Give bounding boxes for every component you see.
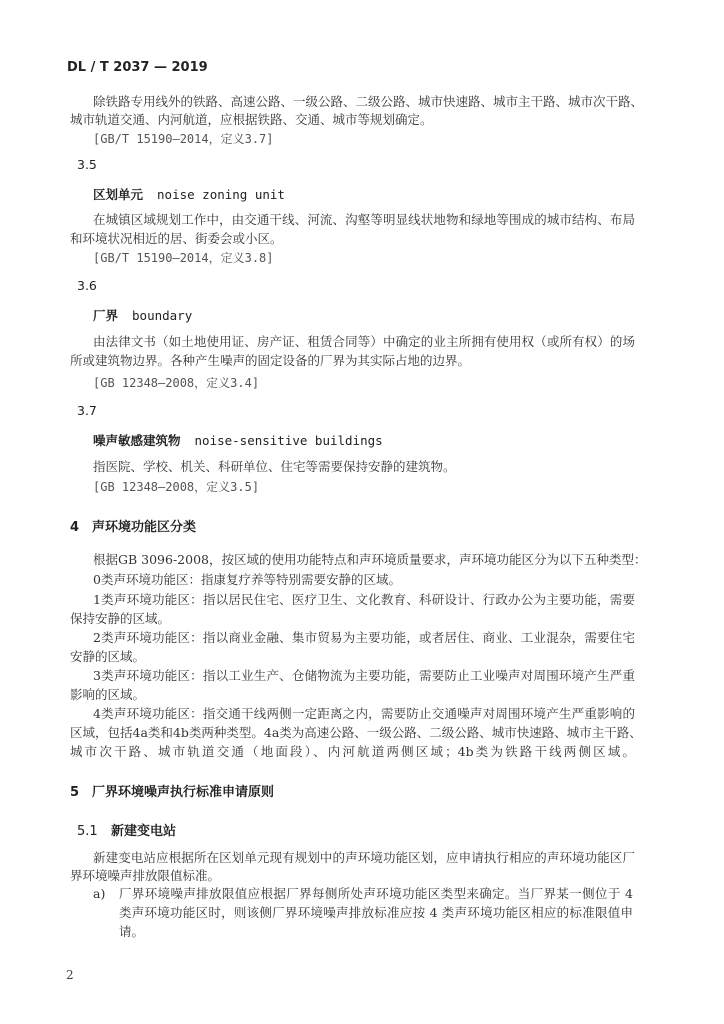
section-heading [70,781,274,800]
term-heading [93,431,383,449]
section-heading [70,516,196,535]
paragraph-line: 根据GB 3096-2008，按区域的使用功能特点和声环境质量要求，声环境功能区分为以下五种类型： [93,552,647,567]
term-english: noise-sensitive buildings [194,433,383,448]
section-number: 5 [70,785,80,800]
term-reference: [GB/T 15190—2014，定义3.7] [93,132,274,146]
paragraph-line: 3类声环境功能区：指以工业生产、仓储物流为主要功能，需要防止工业噪声对周围环境产生严重 [93,668,635,683]
paragraph-line: 安静的区域。 [70,649,146,664]
page-number: 2 [66,968,74,982]
subsection-heading [77,820,176,839]
subsection-number: 5.1 [77,824,98,839]
list-item-line: 厂界环境噪声排放限值应根据厂界每侧所处声环境功能区类型来确定。当厂界某一侧位于 4 [119,886,633,901]
term-english: noise zoning unit [157,187,285,202]
list-item-label: a) [93,886,106,901]
subsection-title: 新建变电站 [111,824,177,839]
paragraph-line: 界环境噪声排放限值标准。 [70,868,221,883]
term-reference: [GB/T 15190—2014，定义3.8] [93,251,274,265]
paragraph-line: 由法律文书（如土地使用证、房产证、租赁合同等）中确定的业主所拥有使用权（或所有权）的场 [93,334,635,349]
clause-number: 3.7 [77,403,97,418]
paragraph-line: 1类声环境功能区：指以居民住宅、医疗卫生、文化教育、科研设计、行政办公为主要功能，需要 [93,592,635,607]
paragraph-line: 除铁路专用线外的铁路、高速公路、一级公路、二级公路、城市快速路、城市主干路、城市次干路、 [93,94,644,109]
list-item-line: 请。 [119,924,145,939]
term-heading [93,185,285,203]
paragraph-line: 和环境状况相近的居、街委会或小区。 [70,231,283,246]
paragraph-line: 指医院、学校、机关、科研单位、住宅等需要保持安静的建筑物。 [93,459,456,474]
term-reference: [GB 12348—2008，定义3.4] [93,376,260,390]
term-heading [93,306,192,324]
paragraph-line: 0类声环境功能区：指康复疗养等特别需要安静的区域。 [93,572,401,587]
document-header: DL / T 2037 — 2019 [67,60,208,75]
section-number: 4 [70,520,80,535]
paragraph-line: 新建变电站应根据所在区划单元现有规划中的声环境功能区划，应申请执行相应的声环境功能区厂 [93,850,635,865]
clause-number: 3.6 [77,278,97,293]
paragraph-line: 4类声环境功能区：指交通干线两侧一定距离之内，需要防止交通噪声对周围环境产生严重影响的 [93,706,635,721]
paragraph-line: 影响的区域。 [70,687,146,702]
paragraph-line: 区域，包括4a类和4b类两种类型。4a类为高速公路、一级公路、二级公路、城市快速路、城市主干路、 [70,725,642,740]
term-reference: [GB 12348—2008，定义3.5] [93,480,260,494]
paragraph-line: 城市轨道交通、内河航道，应根据铁路、交通、城市等规划确定。 [70,112,433,127]
term-english: boundary [132,308,193,323]
clause-number: 3.5 [77,157,97,172]
section-title: 声环境功能区分类 [92,520,197,535]
paragraph-line: 在城镇区域规划工作中，由交通干线、河流、沟壑等明显线状地物和绿地等围成的城市结构、布局 [93,212,635,227]
term-chinese: 厂界 [93,308,119,323]
term-chinese: 区划单元 [93,187,144,202]
paragraph-line: 所或建筑物边界。各种产生噪声的固定设备的厂界为其实际占地的边界。 [70,353,471,368]
paragraph-line: 城市次干路、城市轨道交通（地面段）、内河航道两侧区域；4b类为铁路干线两侧区域。 [70,744,635,759]
paragraph-line: 保持安静的区域。 [70,611,171,626]
list-item-line: 类声环境功能区时，则该侧厂界环境噪声排放标准应按 4 类声环境功能区相应的标准限值申 [119,905,633,920]
section-title: 厂界环境噪声执行标准申请原则 [92,785,275,800]
term-chinese: 噪声敏感建筑物 [93,433,181,448]
paragraph-line: 2类声环境功能区：指以商业金融、集市贸易为主要功能，或者居住、商业、工业混杂，需要住宅 [93,630,635,645]
